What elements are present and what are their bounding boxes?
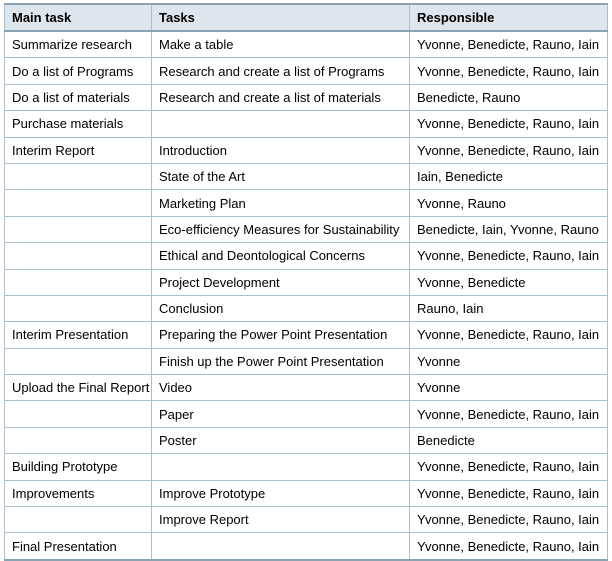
main-task-cell: Do a list of Programs <box>5 58 152 84</box>
task-cell: Preparing the Power Point Presentation <box>152 322 410 348</box>
responsible-cell: Benedicte, Iain, Yvonne, Rauno <box>410 216 608 242</box>
table-row <box>5 190 608 216</box>
table-row <box>5 111 608 137</box>
table-row <box>5 137 608 163</box>
table-row <box>5 243 608 269</box>
main-task-cell: Upload the Final Report <box>5 375 152 401</box>
main-task-cell <box>5 401 152 427</box>
responsible-cell: Yvonne <box>410 348 608 374</box>
task-cell: Ethical and Deontological Concerns <box>152 243 410 269</box>
responsible-cell: Yvonne, Benedicte, Rauno, Iain <box>410 480 608 506</box>
main-task-cell <box>5 243 152 269</box>
main-task-cell: Do a list of materials <box>5 84 152 110</box>
header-row <box>5 4 608 31</box>
task-cell: Introduction <box>152 137 410 163</box>
main-task-cell <box>5 295 152 321</box>
responsible-cell: Yvonne, Benedicte, Rauno, Iain <box>410 137 608 163</box>
header-tasks: Tasks <box>152 4 410 31</box>
responsible-cell: Yvonne, Benedicte, Rauno, Iain <box>410 243 608 269</box>
main-task-cell: Building Prototype <box>5 454 152 480</box>
responsible-cell: Yvonne, Benedicte, Rauno, Iain <box>410 31 608 58</box>
task-cell <box>152 111 410 137</box>
header-responsible: Responsible <box>410 4 608 31</box>
table-row <box>5 480 608 506</box>
table-header <box>5 4 608 31</box>
task-cell: Conclusion <box>152 295 410 321</box>
table-row <box>5 454 608 480</box>
responsible-cell: Yvonne, Benedicte, Rauno, Iain <box>410 322 608 348</box>
main-task-cell: Interim Report <box>5 137 152 163</box>
main-task-cell <box>5 348 152 374</box>
task-cell: Poster <box>152 427 410 453</box>
responsible-cell: Yvonne, Rauno <box>410 190 608 216</box>
task-cell: Marketing Plan <box>152 190 410 216</box>
responsible-cell: Yvonne, Benedicte, Rauno, Iain <box>410 533 608 560</box>
table-row <box>5 58 608 84</box>
table-row <box>5 427 608 453</box>
table-row <box>5 375 608 401</box>
task-cell: Research and create a list of Programs <box>152 58 410 84</box>
main-task-cell <box>5 507 152 533</box>
responsible-cell: Yvonne, Benedicte, Rauno, Iain <box>410 401 608 427</box>
table-row <box>5 295 608 321</box>
main-task-cell: Purchase materials <box>5 111 152 137</box>
header-main-task: Main task <box>5 4 152 31</box>
responsible-cell: Yvonne, Benedicte <box>410 269 608 295</box>
task-cell: Improve Prototype <box>152 480 410 506</box>
table-row <box>5 269 608 295</box>
main-task-cell <box>5 163 152 189</box>
table-row <box>5 348 608 374</box>
responsible-cell: Yvonne, Benedicte, Rauno, Iain <box>410 58 608 84</box>
main-task-cell: Final Presentation <box>5 533 152 560</box>
table-row <box>5 216 608 242</box>
responsible-cell: Benedicte, Rauno <box>410 84 608 110</box>
main-task-cell <box>5 190 152 216</box>
responsible-cell: Yvonne, Benedicte, Rauno, Iain <box>410 507 608 533</box>
responsible-cell: Iain, Benedicte <box>410 163 608 189</box>
task-cell: Improve Report <box>152 507 410 533</box>
task-cell: Video <box>152 375 410 401</box>
task-cell <box>152 533 410 560</box>
main-task-cell: Interim Presentation <box>5 322 152 348</box>
task-cell: Eco-efficiency Measures for Sustainability <box>152 216 410 242</box>
table-row <box>5 163 608 189</box>
task-cell: Finish up the Power Point Presentation <box>152 348 410 374</box>
responsible-cell: Yvonne, Benedicte, Rauno, Iain <box>410 111 608 137</box>
task-cell <box>152 454 410 480</box>
task-cell: Project Development <box>152 269 410 295</box>
task-cell: Make a table <box>152 31 410 58</box>
table-row <box>5 84 608 110</box>
task-assignment-table <box>4 3 608 561</box>
responsible-cell: Yvonne, Benedicte, Rauno, Iain <box>410 454 608 480</box>
table-row <box>5 322 608 348</box>
responsible-cell: Benedicte <box>410 427 608 453</box>
task-cell: State of the Art <box>152 163 410 189</box>
main-task-cell <box>5 427 152 453</box>
main-task-cell: Improvements <box>5 480 152 506</box>
table-row <box>5 401 608 427</box>
task-cell: Research and create a list of materials <box>152 84 410 110</box>
table-row <box>5 533 608 560</box>
main-task-cell: Summarize research <box>5 31 152 58</box>
table-row <box>5 507 608 533</box>
responsible-cell: Yvonne <box>410 375 608 401</box>
responsible-cell: Rauno, Iain <box>410 295 608 321</box>
table-body <box>5 31 608 560</box>
main-task-cell <box>5 269 152 295</box>
main-task-cell <box>5 216 152 242</box>
task-cell: Paper <box>152 401 410 427</box>
table-row <box>5 31 608 58</box>
